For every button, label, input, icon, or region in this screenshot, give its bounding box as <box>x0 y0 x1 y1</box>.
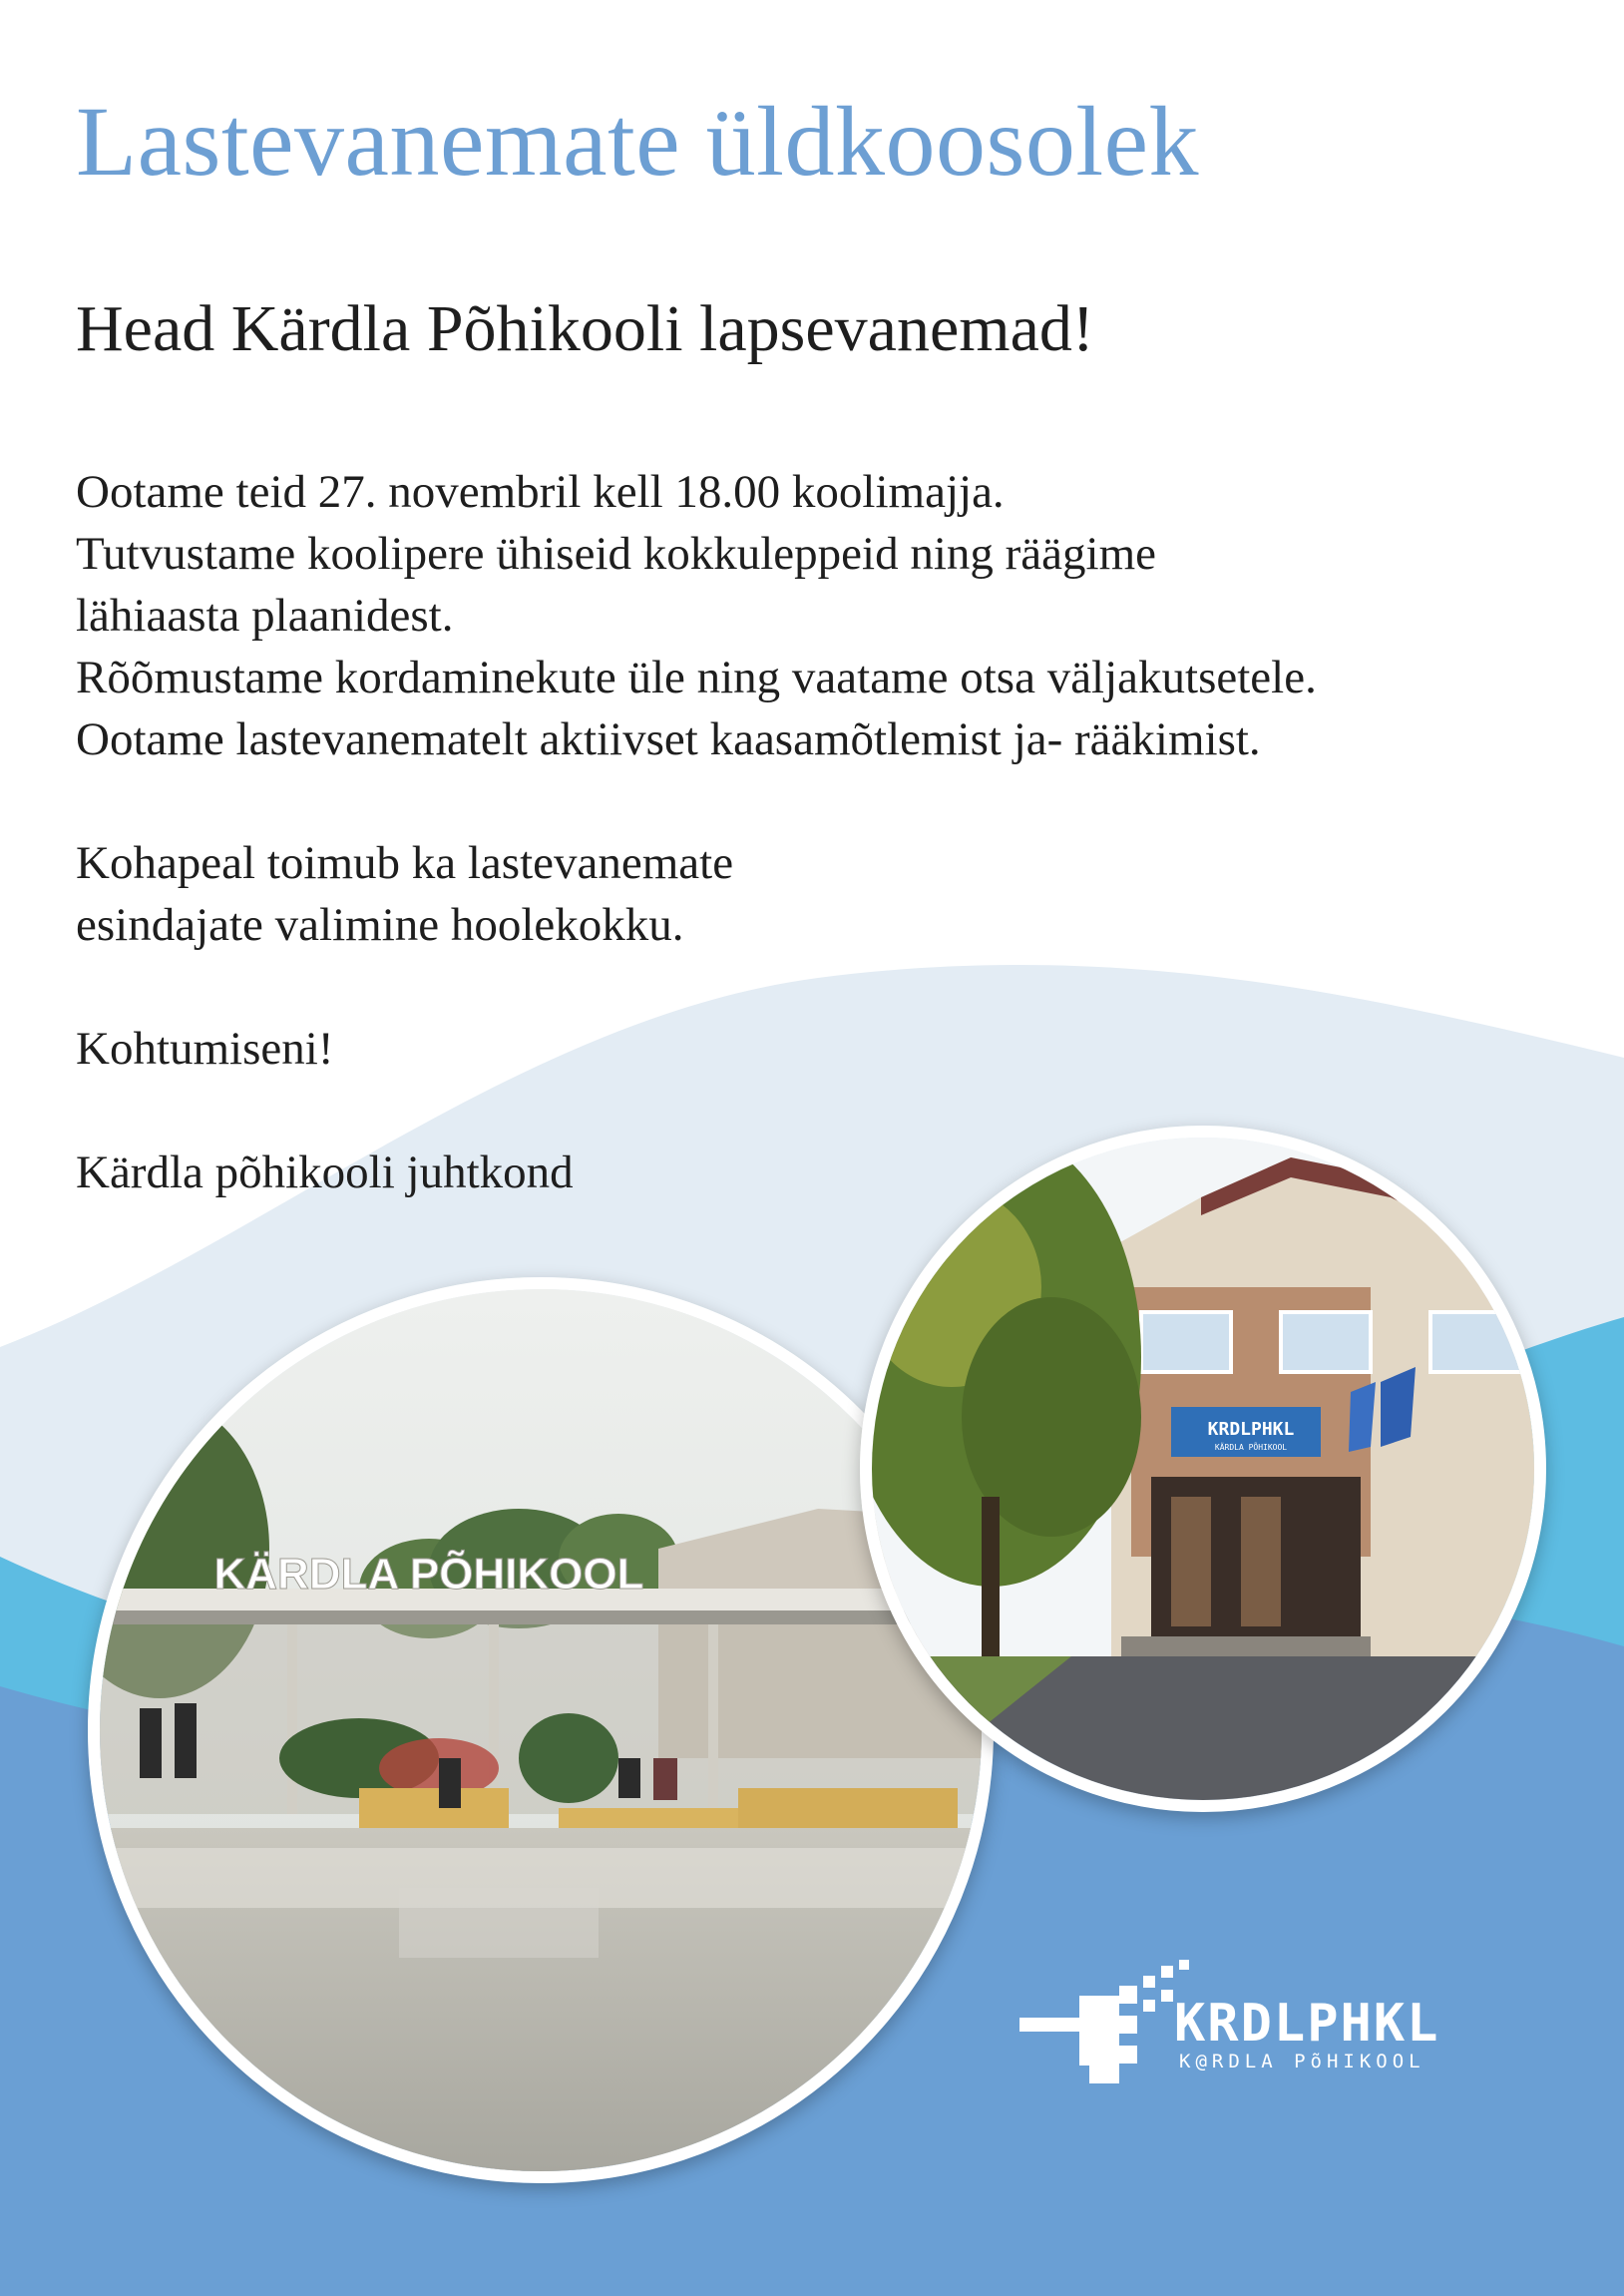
building-sign: KRDLPHKL <box>1207 1419 1295 1440</box>
greeting: Head Kärdla Põhikooli lapsevanemad! <box>76 292 1094 365</box>
school-logo <box>1019 1956 1498 2095</box>
rendering-sign: KÄRDLA PÕHIKOOL <box>213 1550 644 1599</box>
body-line: Rõõmustame kordaminekute üle ning vaatame otsa väljakutsetele. <box>76 652 1317 703</box>
page-title: Lastevanemate üldkoosolek <box>76 86 1200 197</box>
body-line: Ootame lastevanematelt aktiivset kaasamõtlemist ja- rääkimist. <box>76 713 1261 765</box>
body-line: Kohapeal toimub ka lastevanemate <box>76 837 734 889</box>
building-sign-sub: KÄRDLA PÕHIKOOL <box>1214 1443 1288 1452</box>
body-line: Tutvustame koolipere ühiseid kokkuleppeid ning räägime <box>76 528 1156 580</box>
logo-subtitle: K@RDLA PõHIKOOL <box>1179 2051 1425 2072</box>
signature: Kärdla põhikooli juhtkond <box>76 1147 574 1198</box>
logo-mark-icon <box>1019 1960 1189 2083</box>
closing-line: Kohtumiseni! <box>76 1023 334 1075</box>
school-building-photo <box>860 1126 1546 1812</box>
body-line: esindajate valimine hoolekokku. <box>76 899 684 951</box>
body-line: lähiaasta plaanidest. <box>76 590 454 642</box>
announcement-body <box>76 461 1612 1203</box>
logo-name: KRDLPHKL <box>1174 1994 1440 2054</box>
body-line: Ootame teid 27. novembril kell 18.00 koolimajja. <box>76 466 1005 518</box>
windows <box>1141 1312 1530 1372</box>
school-rendering-photo <box>88 1277 994 2183</box>
